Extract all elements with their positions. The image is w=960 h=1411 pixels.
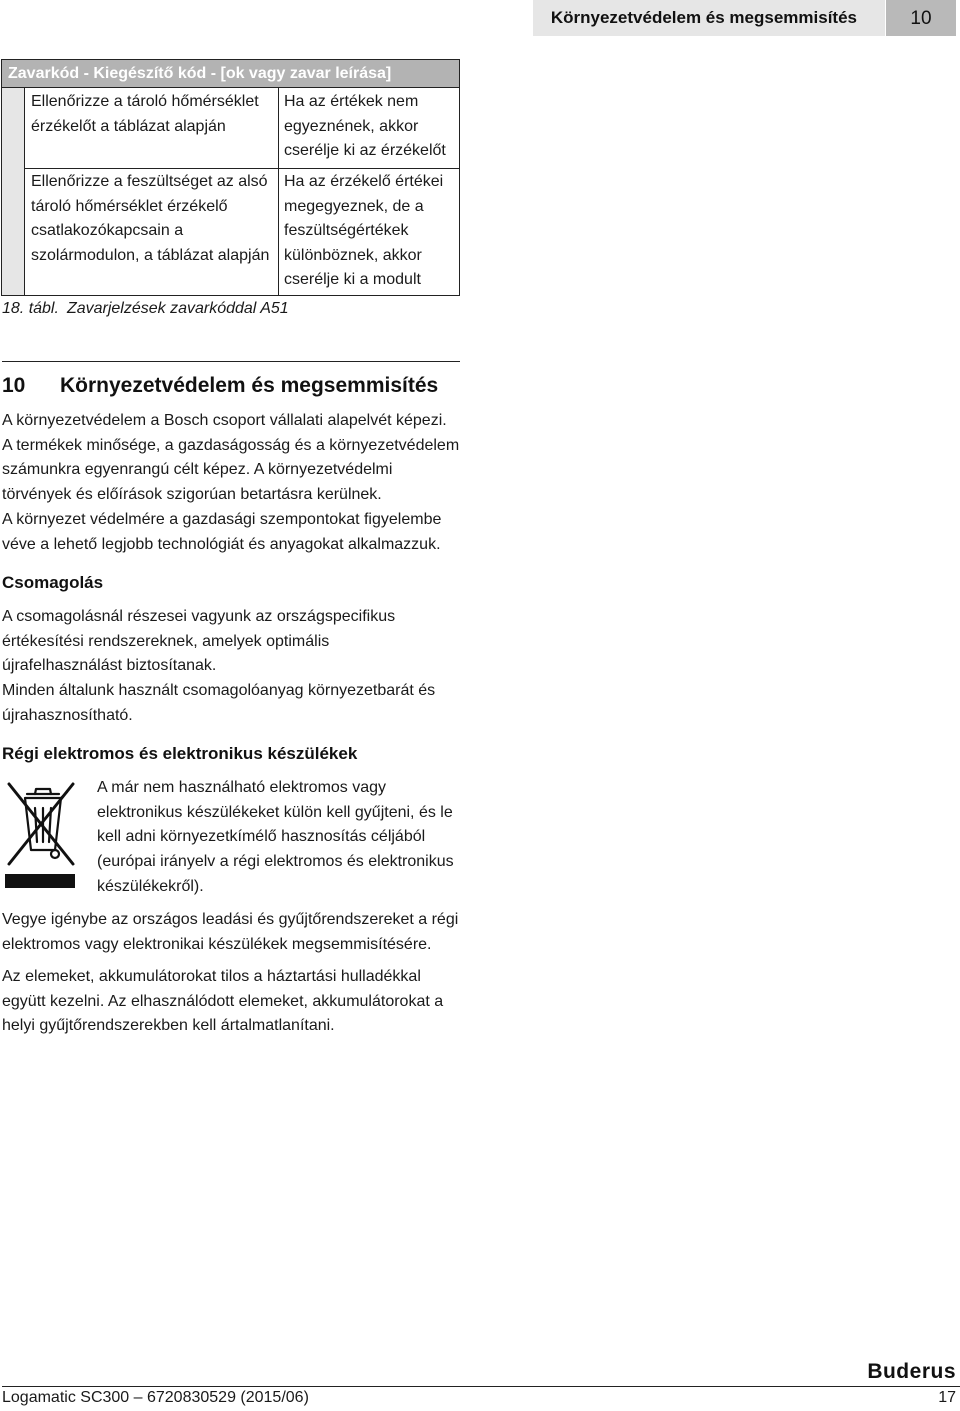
table-caption-text: Zavarjelzések zavarkóddal A51 (66, 300, 289, 317)
section-title: Környezetvédelem és megsemmisítés (60, 374, 439, 397)
fault-table-cell-action-2: Ha az érzékelő értékei megegyeznek, de a feszültségértékek különböznek, akkor cserélje ki a modult (284, 173, 444, 289)
fault-table-cell-action-1: Ha az értékek nem egyeznének, akkor cserélje ki az érzékelőt (284, 93, 446, 160)
running-header-title: Környezetvédelem és megsemmisítés (550, 8, 857, 27)
section-number: 10 (2, 374, 26, 397)
buderus-logo: Buderus (867, 1360, 956, 1383)
footer-page-number: 17 (938, 1389, 956, 1406)
packaging-text: A csomagolásnál részesei vagyunk az országspecifikus értékesítési rendszereknek, amelyek optimális újrafelhasználást biztosítanak. Minden általunk használt csomagolóanyag környezetbarát és újrahasznosítható. (2, 608, 436, 724)
footer-document-id: Logamatic SC300 – 6720830529 (2015/06) (2, 1389, 309, 1406)
weee-text: A már nem használható elektromos vagy elektronikus készülékeket külön kell gyűjteni, és le kell adni környezetkímélő hasznosítás céljából (európai irányelv a régi elektromos és elektronikus készülékekről). (97, 779, 454, 895)
fault-table-row-divider (25, 168, 459, 169)
section-rule (2, 361, 460, 362)
weee-heading: Régi elektromos és elektronikus készülékek (2, 744, 358, 763)
weee-collection-text: Vegye igénybe az országos leadási és gyűjtőrendszereket a régi elektromos vagy elektronikai készülékek megsemmisítésére. (2, 911, 459, 953)
fault-table-column-divider (278, 88, 279, 295)
table-caption (2, 300, 289, 318)
section-intro-text: A környezetvédelem a Bosch csoport vállalati alapelvét képezi. A termékek minősége, a gazdaságosság és a környezetvédelem számunkra egyenrangú célt képez. A környezetvédelmi törvények és előírások szigorúan betartásra kerülnek. A környezet védelmére a gazdasági szempontokat figyelembe véve a lehető legjobb technológiát és anyagokat alkalmazzuk. (2, 412, 460, 553)
table-caption-label: 18. tábl. (2, 300, 59, 317)
fault-table-cell-check-1: Ellenőrizze a tároló hőmérséklet érzékelőt a táblázat alapján (31, 93, 259, 135)
batteries-text: Az elemeket, akkumulátorokat tilos a háztartási hulladékkal együtt kezelni. Az elhasználódott elemeket, akkumulátorokat a helyi gyűjtőrendszerekben kell ártalmatlanítani. (2, 968, 444, 1035)
footer-rule (2, 1386, 960, 1387)
crossed-out-wheelie-bin-icon (5, 778, 77, 890)
fault-table-indent-column (2, 88, 25, 295)
chapter-number-tab: 10 (886, 0, 956, 36)
packaging-heading: Csomagolás (2, 573, 104, 592)
section-heading (2, 374, 438, 398)
fault-table-header: Zavarkód - Kiegészítő kód - [ok vagy zavar leírása] (2, 60, 459, 88)
fault-table-cell-check-2: Ellenőrizze a feszültséget az alsó tároló hőmérséklet érzékelő csatlakozókapcsain a szolármodulon, a táblázat alapján (31, 173, 270, 264)
